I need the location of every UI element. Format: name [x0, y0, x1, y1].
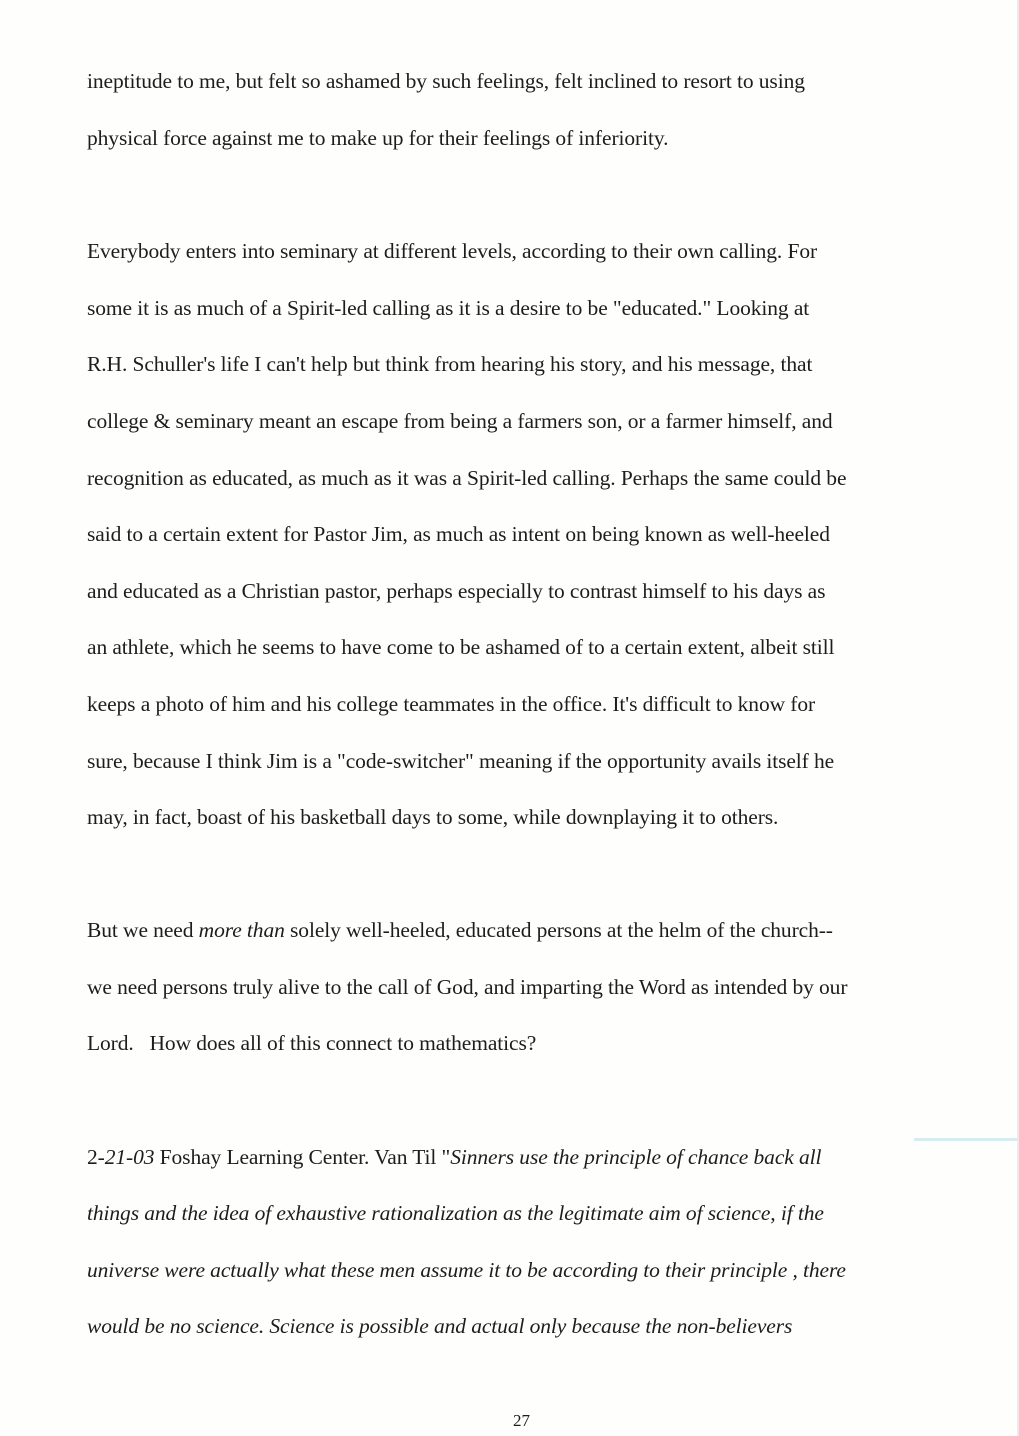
- text-line: college & seminary meant an escape from being a farmers son, or a farmer himself, and: [87, 409, 833, 433]
- text-line: physical force against me to make up for their feelings of inferiority.: [87, 126, 669, 150]
- text-line: may, in fact, boast of his basketball days to some, while downplaying it to others.: [87, 805, 779, 829]
- text-line: Everybody enters into seminary at different levels, according to their own calling. For: [87, 239, 818, 263]
- text-line: ineptitude to me, but felt so ashamed by such feelings, felt inclined to resort to using: [87, 69, 805, 93]
- emphasis-text: more than: [198, 918, 285, 942]
- text-line: we need persons truly alive to the call of God, and imparting the Word as intended by our: [87, 975, 848, 999]
- quote-line: universe were actually what these men assume it to be according to their principle , there: [87, 1258, 846, 1282]
- text-line: and educated as a Christian pastor, perhaps especially to contrast himself to his days as: [87, 579, 826, 603]
- text-line: R.H. Schuller's life I can't help but think from hearing his story, and his message, that: [87, 352, 813, 376]
- text-line: 2-21-03 Foshay Learning Center. Van Til "Sinners use the principle of chance back all: [87, 1145, 822, 1169]
- text-line: Lord. How does all of this connect to mathematics?: [87, 1031, 537, 1055]
- text-line: But we need more than solely well-heeled, educated persons at the helm of the church--: [87, 918, 833, 942]
- text-line: sure, because I think Jim is a "code-switcher" meaning if the opportunity avails itself he: [87, 749, 835, 773]
- quote-line: things and the idea of exhaustive rationalization as the legitimate aim of science, if the: [87, 1201, 824, 1225]
- text-line: some it is as much of a Spirit-led calling as it is a desire to be "educated." Looking at: [87, 296, 810, 320]
- text-line: keeps a photo of him and his college teammates in the office. It's difficult to know for: [87, 692, 816, 716]
- date-italic: 21-03: [104, 1145, 155, 1169]
- quote-line: would be no science. Science is possible and actual only because the non-believers: [87, 1314, 793, 1338]
- quote-italic: Sinners use the principle of chance back all: [450, 1145, 822, 1169]
- text-line: said to a certain extent for Pastor Jim, as much as intent on being known as well-heeled: [87, 522, 830, 546]
- text-line: recognition as educated, as much as it was a Spirit-led calling. Perhaps the same could be: [87, 466, 847, 490]
- scan-artifact: [914, 1138, 1019, 1141]
- page-number: 27: [513, 1411, 530, 1430]
- text-line: an athlete, which he seems to have come to be ashamed of to a certain extent, albeit still: [87, 635, 835, 659]
